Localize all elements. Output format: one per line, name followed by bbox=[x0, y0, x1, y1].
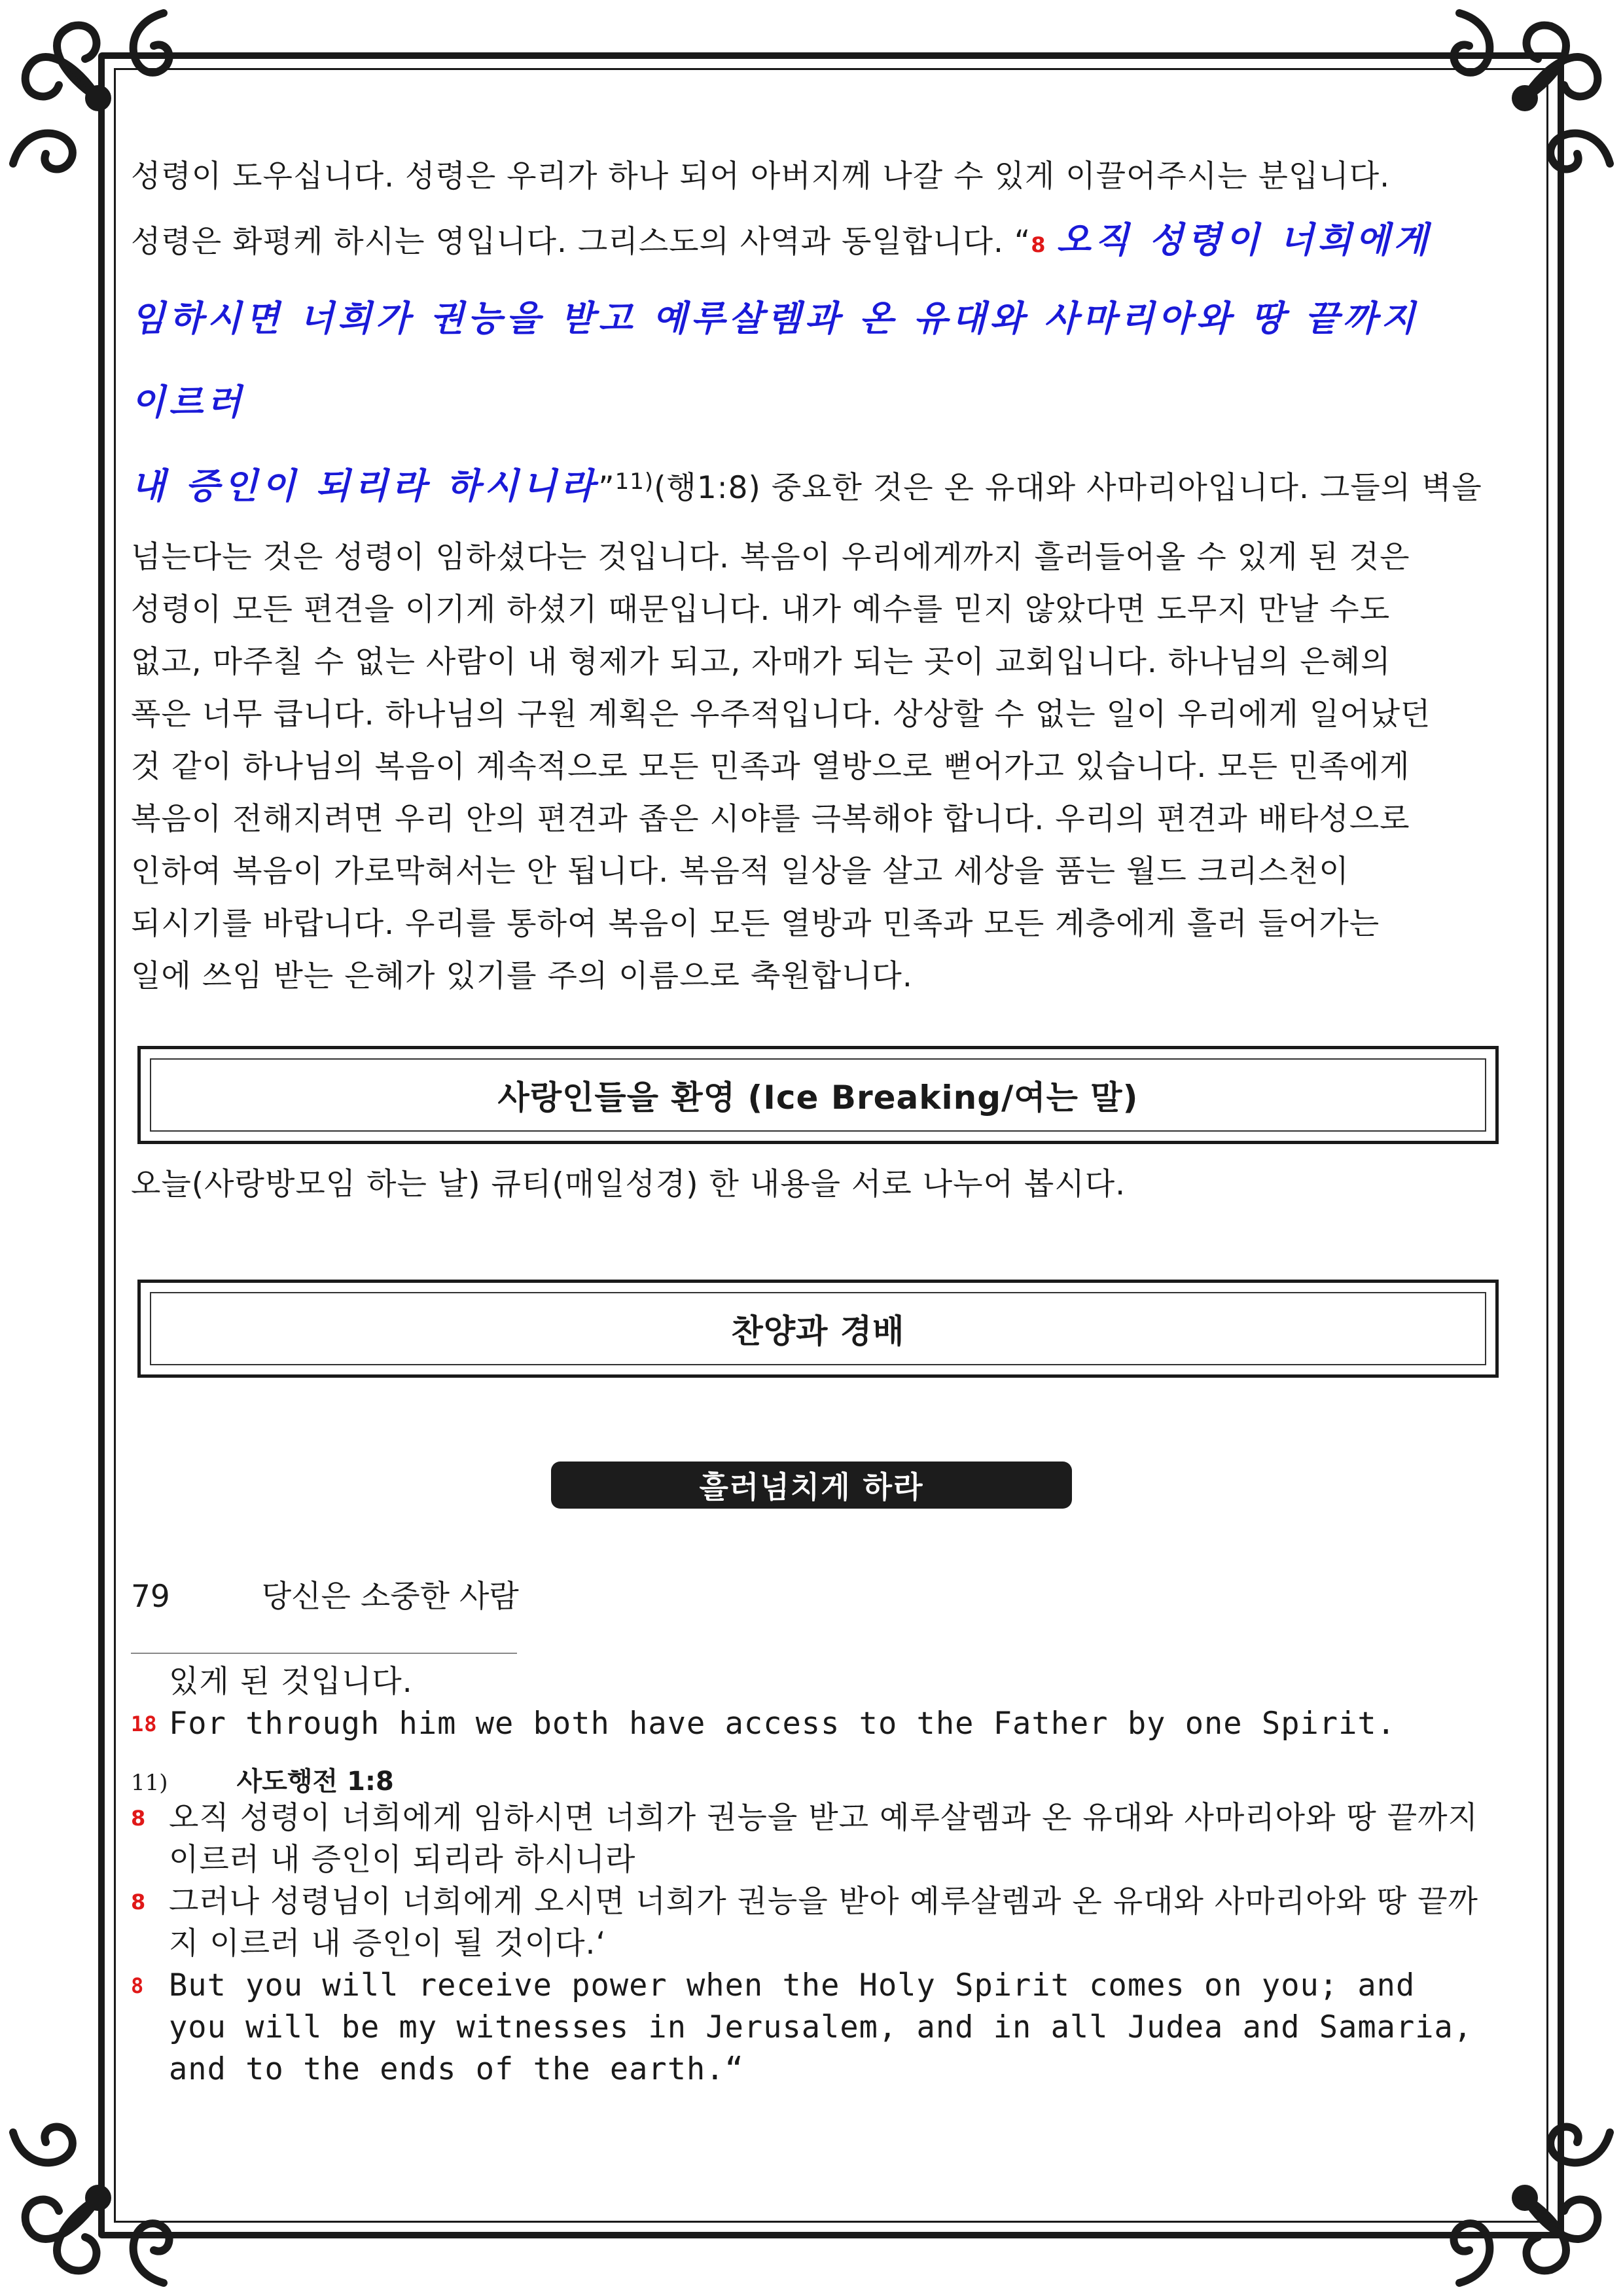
verse-number: 8 bbox=[131, 1973, 145, 1998]
footnote-verse bbox=[131, 1881, 1479, 1965]
corner-ornament-icon bbox=[1420, 2093, 1623, 2296]
section-header-worship bbox=[137, 1280, 1499, 1378]
section-title: 사랑인들을 환영 (Ice Breaking/여는 말) bbox=[150, 1058, 1486, 1132]
paragraph-text: 성령은 화평케 하시는 영입니다. 그리스도의 사역과 동일합니다. “ bbox=[131, 224, 1031, 260]
footnote-continuation: 있게 된 것입니다. bbox=[169, 1664, 413, 1700]
footnote-divider bbox=[131, 1653, 517, 1654]
paragraph-text: (행1:8) 중요한 것은 온 유대와 사마리아입니다. 그들의 벽을 bbox=[654, 470, 1482, 506]
paragraph-line-with-quote bbox=[131, 208, 1492, 276]
paragraph-line: 폭은 너무 큽니다. 하나님의 구원 계획은 우주적입니다. 상상할 수 없는 일이 우리에게 일어났던 bbox=[131, 696, 1431, 732]
footnote-ref-title: 사도행전 1:8 bbox=[236, 1767, 394, 1797]
footnote-reference bbox=[131, 1766, 1479, 1797]
verse-text: For through him we both have access to the Father by one Spirit. bbox=[169, 1706, 1396, 1742]
footnote-verse bbox=[131, 1797, 1479, 1881]
paragraph-line: 것 같이 하나님의 복음이 계속적으로 모든 민족과 열방으로 뻗어가고 있습니다. 모든 민족에게 bbox=[131, 749, 1410, 785]
section-header-ice-breaking bbox=[137, 1046, 1499, 1144]
sermon-paragraph bbox=[131, 145, 1492, 1003]
paragraph-line: 일에 쓰임 받는 은혜가 있기를 주의 이름으로 축원합니다. bbox=[131, 958, 913, 994]
song-number: 79 bbox=[131, 1579, 170, 1615]
verse-number: 8 bbox=[131, 1890, 147, 1914]
scripture-quote: 내 증인이 되리라 하시니라 bbox=[131, 465, 599, 507]
song-entry bbox=[131, 1576, 519, 1618]
verse-number: 18 bbox=[131, 1712, 158, 1736]
scripture-quote: 임하시면 너희가 권능을 받고 예루살렘과 온 유대와 사마리아와 땅 끝까지 이르러 bbox=[131, 297, 1419, 423]
paragraph-line: 없고, 마주칠 수 없는 사람이 내 형제가 되고, 자매가 되는 곳이 교회입니다. 하나님의 은혜의 bbox=[131, 644, 1391, 680]
paragraph-line-with-quote bbox=[131, 444, 1492, 526]
verse-text: 그러나 성령님이 너희에게 오시면 너희가 권능을 받아 예루살렘과 온 유대와 사마리아와 땅 끝까지 이르러 내 증인이 될 것이다.‘ bbox=[169, 1884, 1478, 1962]
quote-verse-number: 8 bbox=[1031, 232, 1046, 257]
paragraph-line: 인하여 복음이 가로막혀서는 안 됩니다. 복음적 일상을 살고 세상을 품는 월드 크리스천이 bbox=[131, 853, 1349, 889]
song-title: 당신은 소중한 사람 bbox=[261, 1579, 519, 1615]
corner-ornament-icon bbox=[0, 2093, 203, 2296]
paragraph-line: 복음이 전해지려면 우리 안의 편견과 좁은 시야를 극복해야 합니다. 우리의 편견과 배타성으로 bbox=[131, 801, 1410, 837]
paragraph-line: 성령이 모든 편견을 이기게 하셨기 때문입니다. 내가 예수를 믿지 않았다면 도무지 만날 수도 bbox=[131, 592, 1391, 628]
paragraph-line: 넘는다는 것은 성령이 임하셨다는 것입니다. 복음이 우리에게까지 흘러들어올 수 있게 된 것은 bbox=[131, 539, 1410, 575]
song-theme-badge: 흘러넘치게 하라 bbox=[551, 1462, 1072, 1509]
section-title: 찬양과 경배 bbox=[150, 1292, 1486, 1365]
verse-number: 8 bbox=[131, 1806, 147, 1831]
verse-text: 오직 성령이 너희에게 임하시면 너희가 권능을 받고 예루살렘과 온 유대와 사마리아와 땅 끝까지 이르러 내 증인이 되리라 하시니라 bbox=[169, 1800, 1478, 1878]
footnote-mark: 11) bbox=[615, 469, 654, 495]
footnote-ref-mark: 11) bbox=[131, 1770, 168, 1796]
footnote-verse bbox=[131, 1965, 1479, 2090]
paragraph-line: 되시기를 바랍니다. 우리를 통하여 복음이 모든 열방과 민족과 모든 계층에게 흘러 들어가는 bbox=[131, 906, 1380, 942]
close-quote: ” bbox=[598, 470, 615, 506]
footnote-verse bbox=[131, 1703, 1479, 1745]
footnotes bbox=[131, 1661, 1479, 2090]
section-body: 오늘(사랑방모임 하는 날) 큐티(매일성경) 한 내용을 서로 나누어 봅시다. bbox=[131, 1166, 1126, 1202]
verse-text: But you will receive power when the Holy Spirit comes on you; and you will be my witnesses in Jerusalem, and in all Judea and Samaria, and to the ends of the earth.“ bbox=[169, 1967, 1473, 2087]
scripture-quote: 오직 성령이 너희에게 bbox=[1056, 219, 1432, 260]
paragraph-line: 성령이 도우십니다. 성령은 우리가 하나 되어 아버지께 나갈 수 있게 이끌어주시는 분입니다. bbox=[131, 158, 1391, 194]
